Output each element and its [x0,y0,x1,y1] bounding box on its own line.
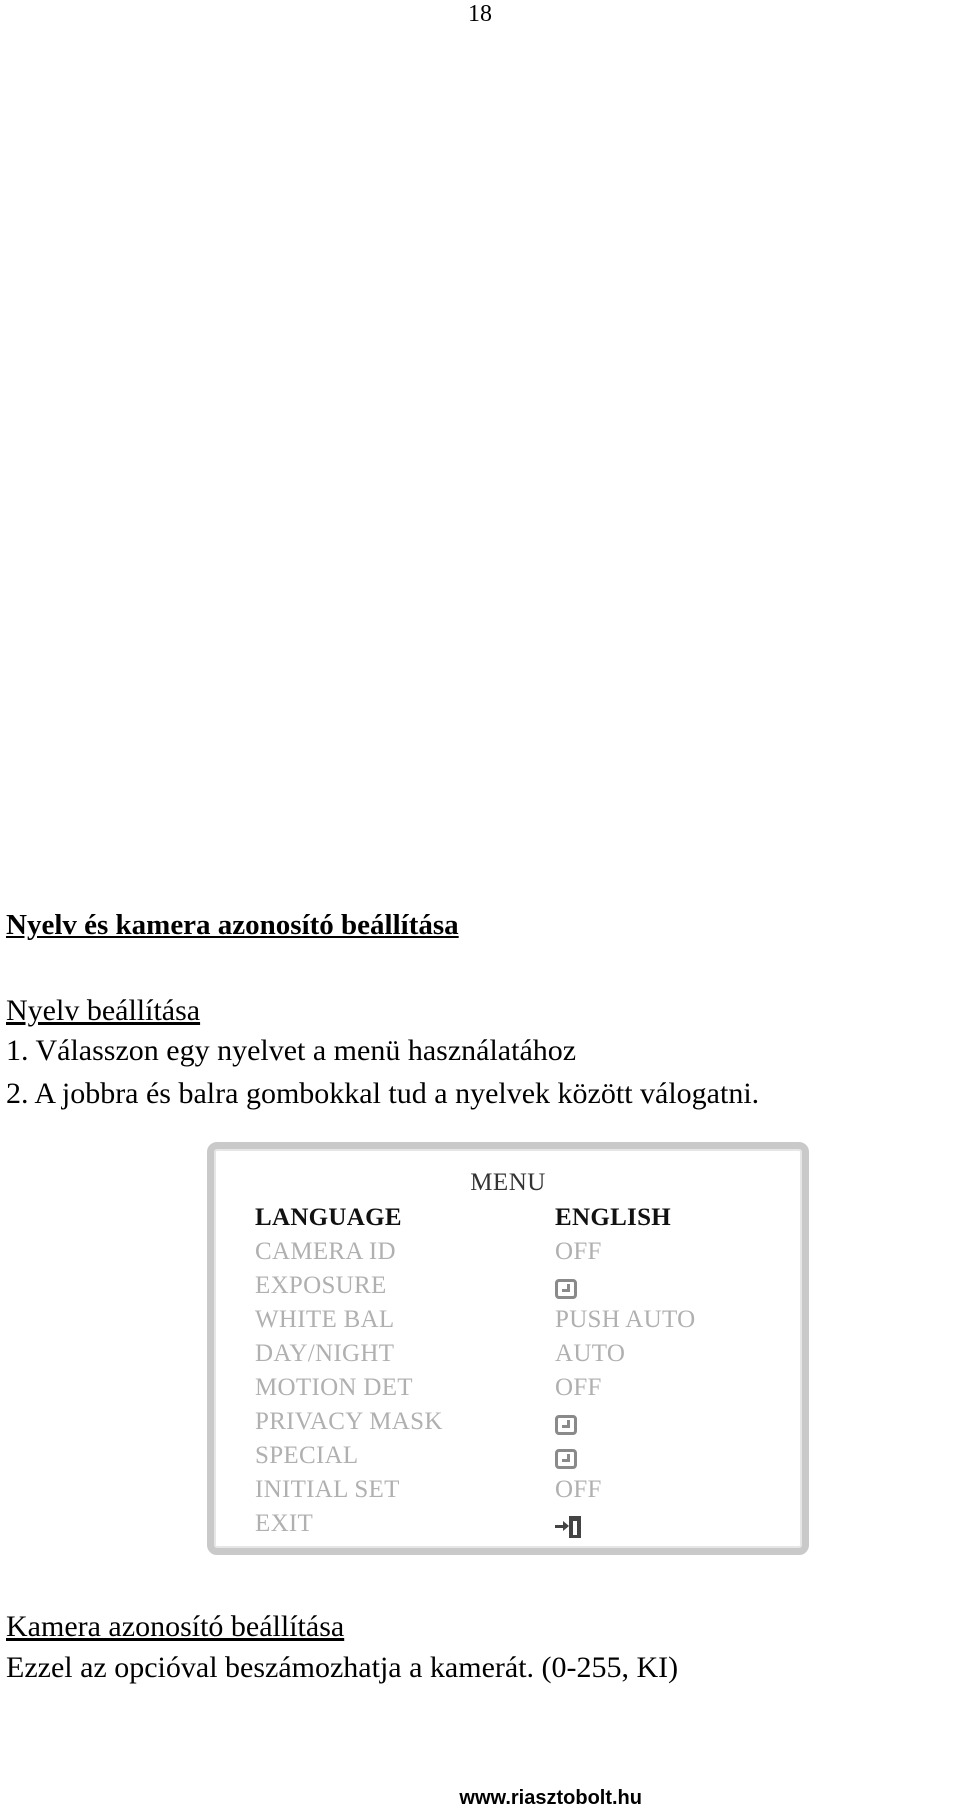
osd-menu-item-label: WHITE BAL [255,1306,395,1333]
osd-menu-item-value [555,1442,577,1476]
osd-menu-item-label: SPECIAL [255,1442,359,1469]
osd-menu-item-value: OFF [555,1476,602,1503]
osd-menu-item[interactable] [214,1306,802,1340]
osd-menu-item[interactable] [214,1272,802,1306]
osd-menu-item-value [555,1510,585,1545]
osd-menu-item-label: CAMERA ID [255,1238,396,1265]
osd-menu-item[interactable] [214,1476,802,1510]
section-title: Nyelv és kamera azonosító beállítása [6,909,459,941]
osd-menu-item-value: OFF [555,1238,602,1265]
osd-menu-item[interactable] [214,1442,802,1476]
osd-menu-item-label: DAY/NIGHT [255,1340,395,1367]
enter-icon [555,1279,577,1299]
osd-menu-item-value: PUSH AUTO [555,1306,696,1333]
enter-icon [555,1415,577,1435]
footer-website: www.riasztobolt.hu [459,1787,642,1809]
enter-icon [555,1449,577,1469]
osd-menu-item-label: LANGUAGE [255,1204,402,1231]
exit-icon [555,1516,585,1538]
osd-menu-item-value [555,1408,577,1442]
exit-door [569,1516,581,1538]
osd-menu-item-label: MOTION DET [255,1374,413,1401]
osd-menu-item[interactable] [214,1238,802,1272]
osd-menu-item-label: EXPOSURE [255,1272,387,1299]
camera-id-heading: Kamera azonosító beállítása [6,1610,345,1643]
osd-menu-item[interactable] [214,1374,802,1408]
language-step-1: 1. Válasszon egy nyelvet a menü használatához [6,1034,577,1067]
osd-menu-title: MENU [470,1169,546,1196]
osd-menu-screen [207,1142,809,1555]
osd-menu-item-value: ENGLISH [555,1204,672,1231]
osd-menu-item-value: AUTO [555,1340,626,1367]
language-step-2: 2. A jobbra és balra gombokkal tud a nyelvek között válogatni. [6,1077,760,1110]
osd-menu-item[interactable] [214,1408,802,1442]
page-number: 18 [468,1,492,27]
osd-menu-item[interactable] [214,1340,802,1374]
osd-menu-item-value: OFF [555,1374,602,1401]
exit-arrow [555,1525,567,1528]
osd-menu-item[interactable] [214,1510,802,1544]
osd-menu-item-label: PRIVACY MASK [255,1408,443,1435]
osd-menu-item[interactable] [214,1204,802,1238]
camera-id-description: Ezzel az opcióval beszámozhatja a kamerát. (0-255, KI) [6,1651,679,1684]
footer [0,1786,960,1810]
osd-menu-item-value [555,1272,577,1306]
osd-menu-item-label: EXIT [255,1510,314,1537]
osd-menu-item-label: INITIAL SET [255,1476,400,1503]
language-heading: Nyelv beállítása [6,994,201,1027]
